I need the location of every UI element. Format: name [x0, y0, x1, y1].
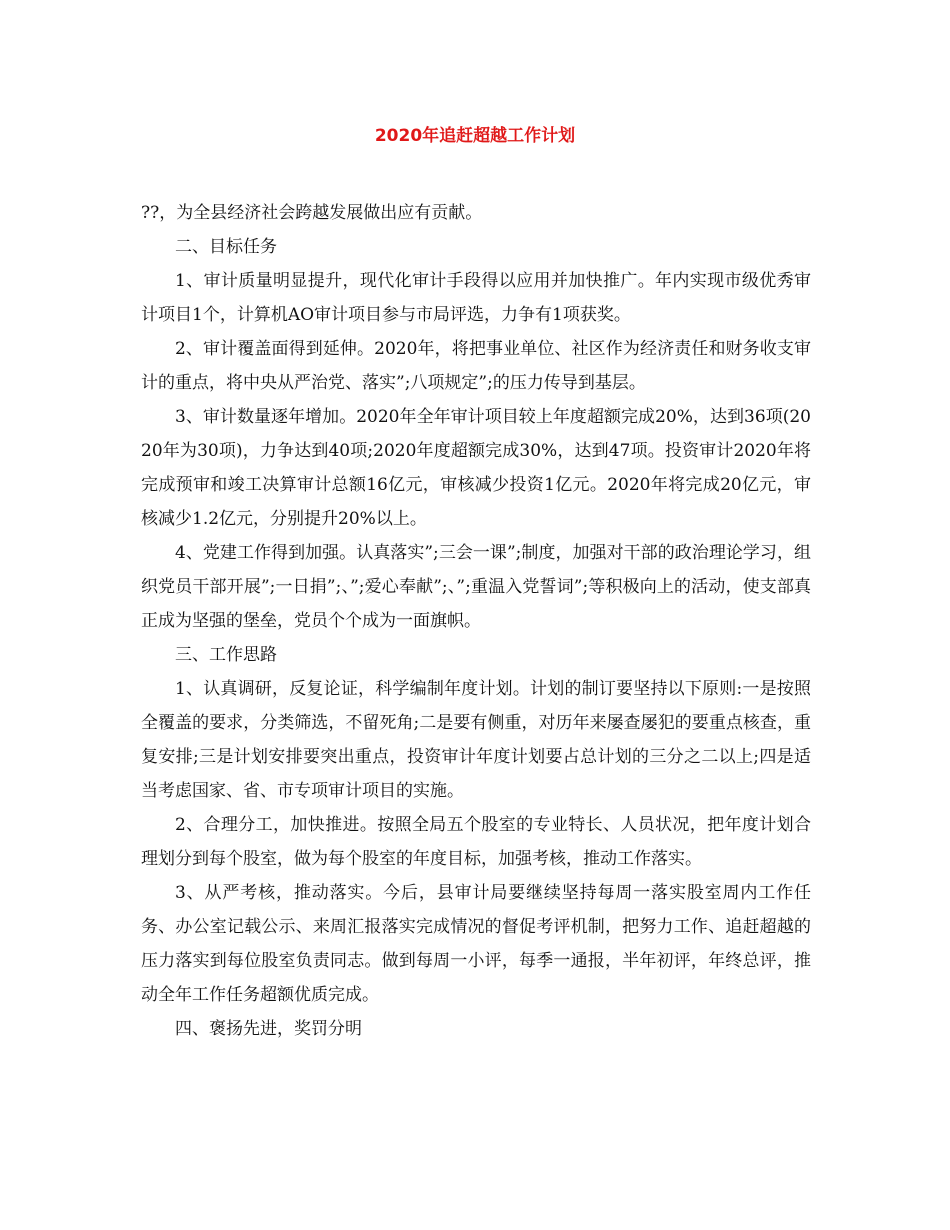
paragraph-goal-3: 3、审计数量逐年增加。2020年全年审计项目较上年度超额完成20%，达到36项(2020年为30项)，力争达到40项;2020年度超额完成30%，达到47项。投资审计2020年将完成预审和竣工决算审计总额16亿元，审核减少投资1亿元。2020年将完成20亿元，审核减少1.2亿元，分别提升20%以上。 — [141, 407, 811, 529]
document-body — [141, 196, 811, 1046]
paragraph-approach-2: 2、合理分工，加快推进。按照全局五个股室的专业特长、人员状况，把年度计划合理划分到每个股室，做为每个股室的年度目标，加强考核，推动工作落实。 — [141, 815, 811, 869]
section-heading-rewards: 四、褒扬先进，奖罚分明 — [175, 1019, 362, 1039]
document-title: 2020年追赶超越工作计划 — [374, 126, 576, 146]
paragraph-goal-4: 4、党建工作得到加强。认真落实”;三会一课”;制度，加强对干部的政治理论学习，组织党员干部开展”;一日捐”;、”;爱心奉献”;、”;重温入党誓词”;等积极向上的活动，使支部真正成为坚强的堡垒，党员个个成为一面旗帜。 — [141, 543, 811, 631]
section-heading-goals: 二、目标任务 — [175, 237, 277, 257]
paragraph-approach-1: 1、认真调研，反复论证，科学编制年度计划。计划的制订要坚持以下原则:一是按照全覆盖的要求，分类筛选，不留死角;二是要有侧重，对历年来屡查屡犯的要重点核查，重复安排;三是计划安排要突出重点，投资审计年度计划要占总计划的三分之二以上;四是适当考虑国家、省、市专项审计项目的实施。 — [141, 679, 811, 801]
paragraph-goal-2: 2、审计覆盖面得到延伸。2020年，将把事业单位、社区作为经济责任和财务收支审计的重点，将中央从严治党、落实”;八项规定”;的压力传导到基层。 — [141, 339, 811, 393]
paragraph-goal-1: 1、审计质量明显提升，现代化审计手段得以应用并加快推广。年内实现市级优秀审计项目1个，计算机AO审计项目参与市局评选，力争有1项获奖。 — [141, 271, 811, 325]
section-heading-approach: 三、工作思路 — [175, 645, 277, 665]
paragraph-approach-3: 3、从严考核，推动落实。今后，县审计局要继续坚持每周一落实股室周内工作任务、办公室记载公示、来周汇报落实完成情况的督促考评机制，把努力工作、追赶超越的压力落实到每位股室负责同志。做到每周一小评，每季一通报，半年初评，年终总评，推动全年工作任务超额优质完成。 — [141, 883, 811, 1005]
paragraph-intro-fragment: ??，为全县经济社会跨越发展做出应有贡献。 — [141, 203, 483, 223]
